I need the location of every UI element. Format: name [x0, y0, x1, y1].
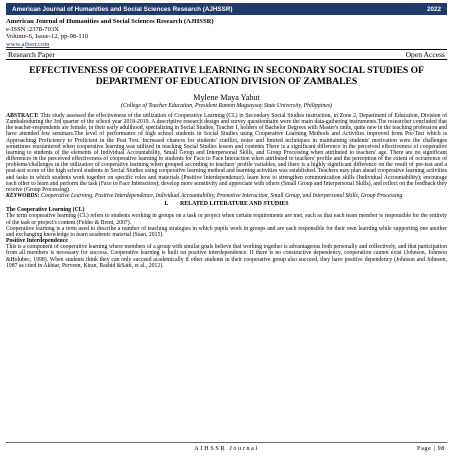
section-number: I. — [164, 201, 169, 208]
paragraph-cl-2: Cooperative learning is a term used to describe a number of teaching strategies in which pupils work in groups and are each responsible for their own learning while supporting one another and exchanging knowledge to learn academic material (Suan, 2015). — [6, 225, 447, 238]
author-name: Mylene Maya Yabut — [193, 92, 260, 102]
paragraph-cl-1: The term cooperative learning (CL) refers to students working in groups on a task or project when certain requirements are met, such as that each team member is responsible for the entirety of the task or project's content (Felder & Brent, 2007). — [6, 213, 447, 226]
abstract-label: ABSTRACT: — [6, 112, 39, 119]
journal-meta — [6, 18, 447, 48]
paper-type-bar — [6, 49, 447, 60]
abstract-paragraph — [6, 113, 447, 193]
keywords-label: KEYWORDS: — [6, 193, 40, 199]
section-title: RELATED LITERATURE AND STUDIES — [179, 201, 289, 208]
subsection-title-cl: The Cooperative Learning (CL) — [6, 207, 85, 214]
footer-journal: AJHSSR Journal — [194, 444, 259, 452]
page-footer — [6, 442, 447, 453]
journal-header-name: American Journal of Humanities and Social Sciences Research (AJHSSR) — [12, 5, 233, 13]
paper-body — [6, 113, 447, 269]
author-affiliation: (College of Teacher Education, President Ramon Magsaysay State University, Philippines) — [121, 102, 332, 109]
paper-title: EFFECTIVENESS OF COOPERATIVE LEARNING IN SECONDARY SOCIAL STUDIES OF DEPARTMENT OF EDUCATION DIVISION OF ZAMBALES — [29, 65, 424, 88]
journal-header-year: 2022 — [426, 5, 441, 13]
paper-type: Research Paper — [8, 50, 56, 60]
journal-volume: Volume-6, Issue-12, pp-98-110 — [6, 33, 89, 41]
subsection-title-interdependence: Positive Interdependence — [6, 238, 68, 245]
keywords-text: Cooperative Learning, Positive Interdependence, Individual Accountability, Promotive Interaction, Small Group, and Interpersonal Skills, Group Processing — [41, 193, 403, 199]
paper-page — [0, 3, 453, 456]
paragraph-interdependence: This is a component of cooperative learning where members of a group with similar goals believe that working together is advantageous both personally and collectively, and that participation from all members is necessary for success. Cooperative learning is built on positive interdependence. If there is no constructive dependency, cooperation cannot exist (Johnson, Johnson &Holubec, 1998). When students think they can only succeed academically if other students in their cooperative group also succeed, they have positive dependency (Johnson and Johnson, 1987 as cited in Akhtar, Perveen, Kiran, Rashid &Satti, et al., 2012). — [6, 244, 447, 269]
abstract-text: This study assessed the effectiveness of the utilization of Cooperative Learning (CL) in Secondary Social Studies instruction, in Zone 2, Department of Education, Division of Zambalesduring the 3rd quarter of the school year 2018-2019. A descriptive research design and survey questionnaire were the main data-gathering instruments.The researcher concluded that the teacher-respondents are female, in their early adulthood, specializing in Social Studies, Teacher I, holders of Bachelor Degrees with Master's units, quite new in the teaching profession and have attended few seminars.The level of performance of high school students in Social Studies using Cooperative Learning Methods and Activities improved from Pre-Test which is Approaching Proficiency to Proficient in the Post Test. Increased chances for students' conflict, noise and limited techniques in maintaining students' motivation were the challenges sometimes encountered when cooperative learning was utilized in teaching Social Studies lesson and contents There is a significant difference in the perceived effectiveness of cooperative learning to students of the elements of Individual Accountability, Small Group and Interpersonal Skills, and Group Processing when attributed to teachers' age. There are no significant differences in the perceived effectiveness of cooperative learning to students for Face to Face Interaction when attributed to teachers' profile and the perception of the extent of occurrence of problems/challenges in the utilization of cooperative learning when grouped according to teachers' profile variables, and there is a highly significant difference on the result of pre-test and a post-test score of the high school students in Social Studies using cooperative learning method and learning activities was established. Teachers may plan ahead cooperative learning activities and tasks in which students work together on specific roles and materials (Positive Interdependence). learn how to strengthen communication skills (Individual Accountability); encourage each other to learn and perform the task (Face to Face Interaction); develop more sensitivity and appreciate with others (Small Group and Interpersonal Skills), and reflect on the feedback they receive (Group Processing). — [6, 112, 447, 193]
access-type: Open Access — [405, 50, 445, 60]
journal-issn: e-ISSN :2378-703X — [6, 25, 59, 33]
journal-website-link[interactable]: www.ajhssr.com — [6, 40, 50, 48]
keywords-paragraph — [6, 193, 447, 199]
journal-title: American Journal of Humanities and Social Sciences Research (AJHSSR) — [6, 18, 214, 25]
footer-page-number: Page | 98 — [417, 444, 445, 452]
journal-header-bar — [6, 3, 447, 15]
